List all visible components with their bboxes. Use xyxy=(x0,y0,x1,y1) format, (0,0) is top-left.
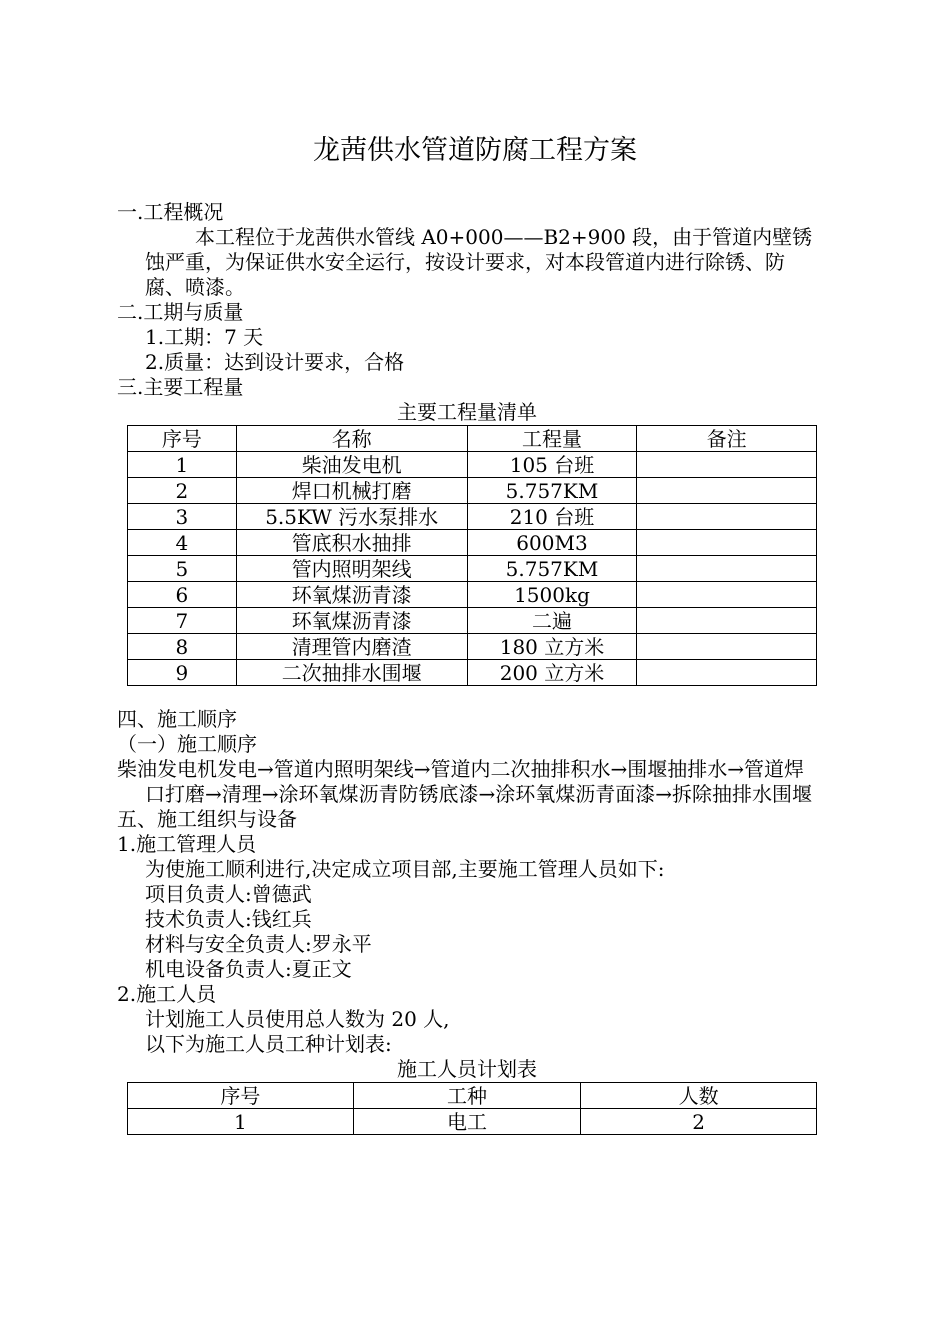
person-item: 项目负责人:曾德武 xyxy=(145,882,312,906)
cell: 二次抽排水围堰 xyxy=(236,660,467,686)
cell: 600M3 xyxy=(467,530,637,556)
schedule-item-quality: 2.质量：达到设计要求，合格 xyxy=(145,350,405,374)
workers-table-intro: 以下为施工人员工种计划表: xyxy=(145,1032,392,1056)
cell: 二遍 xyxy=(467,608,637,634)
cell: 4 xyxy=(128,530,237,556)
cell xyxy=(637,660,817,686)
cell: 管底积水抽排 xyxy=(236,530,467,556)
table-row xyxy=(128,1109,817,1135)
cell: 8 xyxy=(128,634,237,660)
cell: 105 台班 xyxy=(467,452,637,478)
cell xyxy=(637,452,817,478)
cell xyxy=(637,556,817,582)
cell: 7 xyxy=(128,608,237,634)
cell: 5 xyxy=(128,556,237,582)
cell: 210 台班 xyxy=(467,504,637,530)
cell: 管内照明架线 xyxy=(236,556,467,582)
column-header: 工程量 xyxy=(467,426,637,452)
cell: 3 xyxy=(128,504,237,530)
cell: 环氧煤沥青漆 xyxy=(236,608,467,634)
section-overview xyxy=(117,200,817,686)
column-header: 人数 xyxy=(581,1083,817,1109)
cell: 1 xyxy=(128,1109,354,1135)
cell: 环氧煤沥青漆 xyxy=(236,582,467,608)
workers-table-caption: 施工人员计划表 xyxy=(397,1057,537,1081)
cell xyxy=(637,530,817,556)
overview-paragraph: 本工程位于龙茜供水管线 A0+000——B2+900 段，由于管道内壁锈蚀严重，为保证供水安全运行，按设计要求，对本段管道内进行除锈、防腐、喷漆。 xyxy=(145,225,813,299)
person-item: 技术负责人:钱红兵 xyxy=(145,907,312,931)
column-header: 备注 xyxy=(637,426,817,452)
cell: 1 xyxy=(128,452,237,478)
person-item: 机电设备负责人:夏正文 xyxy=(145,957,352,981)
column-header: 名称 xyxy=(236,426,467,452)
workers-total: 计划施工人员使用总人数为 20 人, xyxy=(145,1007,450,1031)
cell: 柴油发电机 xyxy=(236,452,467,478)
cell: 焊口机械打磨 xyxy=(236,478,467,504)
section-heading-schedule: 二.工期与质量 xyxy=(117,300,244,324)
table-row xyxy=(128,478,817,504)
table-row xyxy=(128,452,817,478)
section-heading-sequence: 四、施工顺序 xyxy=(117,707,237,731)
cell: 9 xyxy=(128,660,237,686)
person-item: 材料与安全负责人:罗永平 xyxy=(145,932,372,956)
cell: 2 xyxy=(581,1109,817,1135)
table-row xyxy=(128,660,817,686)
column-header: 工种 xyxy=(353,1083,581,1109)
section-heading-quantities: 三.主要工程量 xyxy=(117,375,244,399)
cell: 180 立方米 xyxy=(467,634,637,660)
cell: 5.5KW 污水泵排水 xyxy=(236,504,467,530)
table-row xyxy=(128,530,817,556)
quantities-table xyxy=(127,425,817,686)
cell: 5.757KM xyxy=(467,478,637,504)
table-row xyxy=(128,556,817,582)
cell: 2 xyxy=(128,478,237,504)
cell: 6 xyxy=(128,582,237,608)
column-header: 序号 xyxy=(128,1083,354,1109)
cell: 清理管内磨渣 xyxy=(236,634,467,660)
document-title: 龙茜供水管道防腐工程方案 xyxy=(313,135,637,166)
workers-table xyxy=(127,1082,817,1135)
schedule-item-duration: 1.工期：7 天 xyxy=(145,325,264,349)
cell: 电工 xyxy=(353,1109,581,1135)
section-heading-overview: 一.工程概况 xyxy=(117,200,224,224)
cell: 200 立方米 xyxy=(467,660,637,686)
table-row xyxy=(128,634,817,660)
subheading-sequence: （一）施工顺序 xyxy=(117,732,257,756)
sequence-paragraph: 柴油发电机发电→管道内照明架线→管道内二次抽排积水→围堰抽排水→管道焊口打磨→清理→涂环氧煤沥青防锈底漆→涂环氧煤沥青面漆→拆除抽排水围堰 xyxy=(117,757,813,806)
cell: 5.757KM xyxy=(467,556,637,582)
cell: 1500kg xyxy=(467,582,637,608)
section-sequence xyxy=(117,707,817,1135)
column-header: 序号 xyxy=(128,426,237,452)
management-intro: 为使施工顺利进行,决定成立项目部,主要施工管理人员如下: xyxy=(145,857,665,881)
cell xyxy=(637,478,817,504)
subheading-management: 1.施工管理人员 xyxy=(117,832,257,856)
quantities-table-caption: 主要工程量清单 xyxy=(397,400,537,424)
table-header-row xyxy=(128,426,817,452)
cell xyxy=(637,608,817,634)
table-row xyxy=(128,608,817,634)
cell xyxy=(637,504,817,530)
cell xyxy=(637,634,817,660)
table-header-row xyxy=(128,1083,817,1109)
table-row xyxy=(128,582,817,608)
subheading-workers: 2.施工人员 xyxy=(117,982,217,1006)
table-row xyxy=(128,504,817,530)
section-heading-organization: 五、施工组织与设备 xyxy=(117,807,297,831)
cell xyxy=(637,582,817,608)
